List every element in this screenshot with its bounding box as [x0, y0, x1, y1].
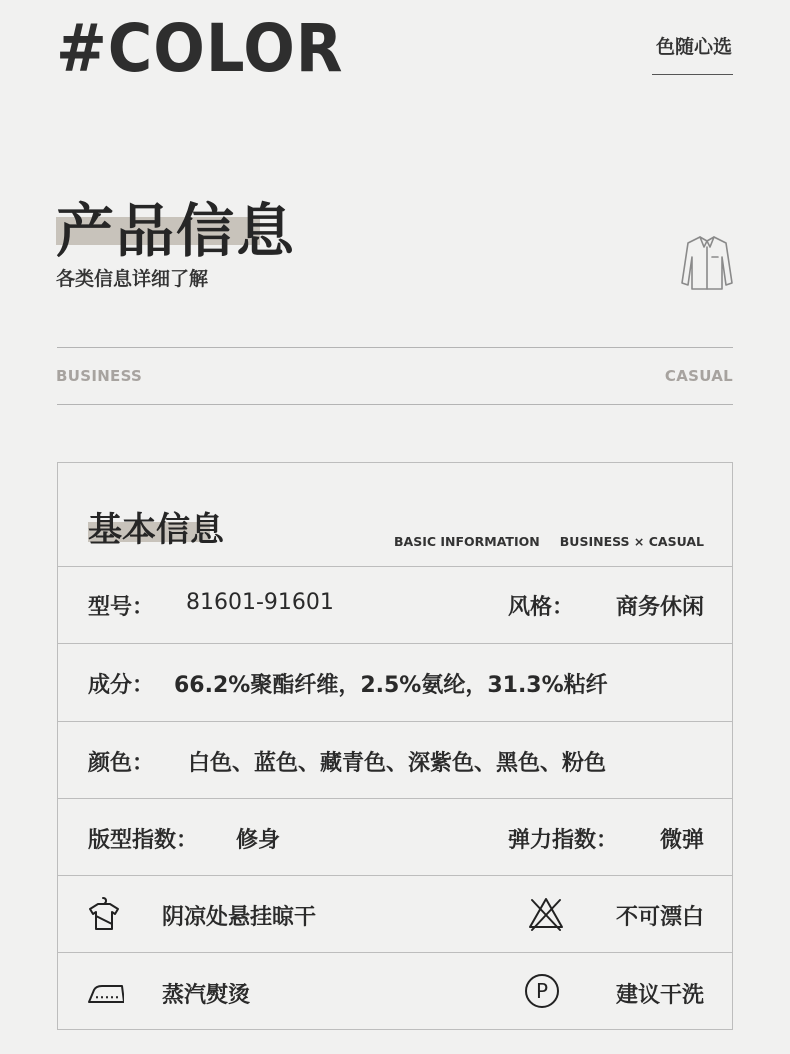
- no-bleach-icon: [528, 896, 564, 932]
- elastic-label: 弹力指数：: [508, 828, 619, 853]
- row-divider: [57, 952, 733, 953]
- style-label: 风格：: [508, 595, 575, 620]
- care-label-hang-dry: 阴凉处悬挂晾干: [162, 905, 317, 930]
- section-title: 产品信息: [56, 197, 297, 265]
- fit-label: 版型指数：: [88, 828, 199, 853]
- brand-title: #COLOR: [56, 10, 344, 87]
- section-subtitle: 各类信息详细了解: [56, 268, 209, 290]
- care-label-steam-iron: 蒸汽熨烫: [162, 983, 251, 1008]
- business-casual-label: BUSINESS × CASUAL: [559, 534, 704, 549]
- steam-iron-icon: [88, 974, 124, 1010]
- elastic-value: 微弹: [659, 828, 704, 853]
- row-divider: [57, 721, 733, 722]
- divider-bottom: [57, 404, 733, 405]
- style-right-label: CASUAL: [664, 367, 733, 385]
- row-divider: [57, 643, 733, 644]
- row-divider: [57, 798, 733, 799]
- basic-info-title: 基本信息: [88, 510, 224, 550]
- tag-underline: [652, 74, 733, 75]
- dry-clean-p-icon: [524, 973, 560, 1009]
- composition-label: 成分：: [88, 673, 155, 698]
- style-value: 商务休闲: [615, 595, 704, 620]
- row-divider: [57, 875, 733, 876]
- model-value: 81601-91601: [186, 590, 334, 615]
- divider-top: [57, 347, 733, 348]
- fit-value: 修身: [236, 828, 281, 853]
- color-value: 白色、蓝色、藏青色、深紫色、黑色、粉色: [188, 751, 607, 776]
- row-divider: [57, 566, 733, 567]
- shirt-icon: [680, 233, 734, 291]
- care-label-no-bleach: 不可漂白: [615, 905, 704, 930]
- style-left-label: BUSINESS: [56, 367, 143, 385]
- model-label: 型号：: [88, 595, 155, 620]
- color-select-tag: 色随心选: [655, 36, 732, 58]
- basic-info-en-label: BASIC INFORMATION: [394, 534, 540, 549]
- color-label: 颜色：: [88, 751, 155, 776]
- svg-text:P: P: [535, 979, 549, 1003]
- composition-value: 66.2%聚酯纤维，2.5%氨纶，31.3%粘纤: [174, 673, 608, 698]
- hang-dry-shade-icon: [86, 896, 122, 932]
- care-label-dry-clean: 建议干洗: [615, 983, 704, 1008]
